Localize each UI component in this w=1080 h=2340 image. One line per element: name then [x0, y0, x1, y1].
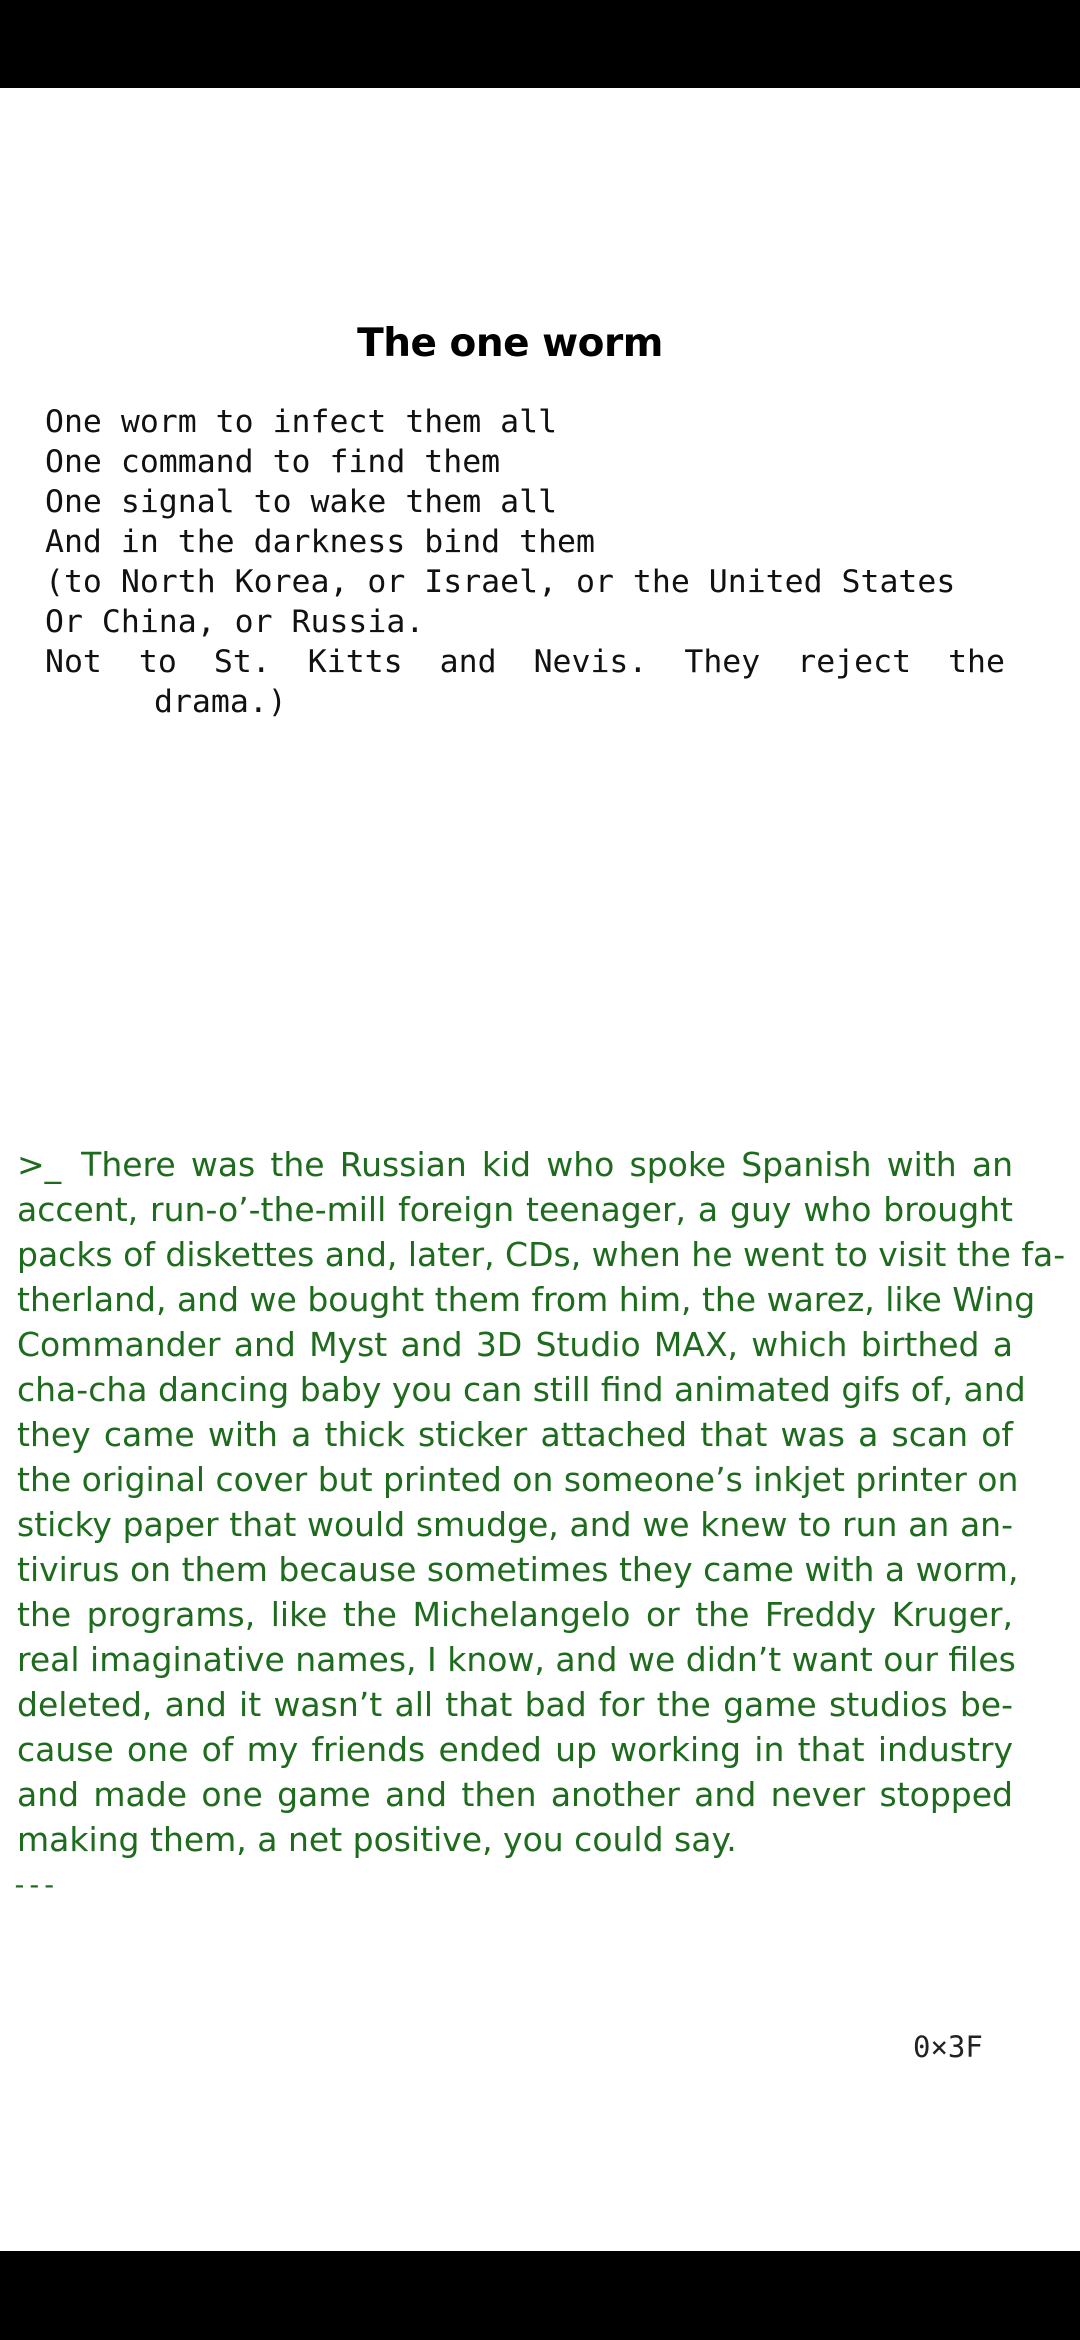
poem-line: One command to find them	[45, 444, 501, 480]
prose-line: therland, and we bought them from him, the warez, like Wing	[17, 1280, 1036, 1319]
page-code: 0×3F	[913, 2030, 983, 2064]
prose-line: tivirus on them because sometimes they came with a worm,	[17, 1550, 1019, 1589]
section-separator: ---	[11, 1868, 56, 1901]
prose-line: the programs, like the Michelangelo or the Freddy Kruger,	[17, 1595, 1013, 1634]
prose-line: packs of diskettes and, later, CDs, when he went to visit the fa-	[17, 1235, 1066, 1274]
prose-line: accent, run-o’-the-mill foreign teenager, a guy who brought	[17, 1190, 1013, 1229]
terminal-prompt-icon: >_	[17, 1145, 62, 1184]
poem-word: Nevis.	[533, 644, 648, 680]
poem-word: They	[684, 644, 761, 680]
prose-paragraph	[17, 1142, 1066, 1862]
poem-word: Not	[45, 644, 102, 680]
prose-line: sticky paper that would smudge, and we knew to run an an-	[17, 1505, 1013, 1544]
prose-line: Commander and Myst and 3D Studio MAX, which birthed a	[17, 1325, 1013, 1364]
prose-line: the original cover but printed on someone’s inkjet printer on	[17, 1460, 1019, 1499]
poem-line: drama.)	[154, 684, 287, 720]
status-bar	[0, 0, 1080, 88]
poem-word: to	[138, 644, 177, 680]
poem-word: and	[439, 644, 497, 680]
prose-line: cause one of my friends ended up working in that industry	[17, 1730, 1013, 1769]
prose-line: cha-cha dancing baby you can still find animated gifs of, and	[17, 1370, 1026, 1409]
page-title: The one worm	[357, 321, 663, 366]
poem-line: One worm to infect them all	[45, 404, 558, 440]
poem-line: One signal to wake them all	[45, 484, 558, 520]
poem-word: reject	[797, 644, 912, 680]
poem-line	[45, 642, 1005, 682]
poem-line: Or China, or Russia.	[45, 604, 425, 640]
prose-line: they came with a thick sticker attached that was a scan of	[17, 1415, 1013, 1454]
poem-word: St.	[213, 644, 271, 680]
prose-line: deleted, and it wasn’t all that bad for the game studios be-	[17, 1685, 1013, 1724]
poem-line: And in the darkness bind them	[45, 524, 595, 560]
prose-line: real imaginative names, I know, and we didn’t want our files	[17, 1640, 1016, 1679]
prose-line: making them, a net positive, you could say.	[17, 1820, 737, 1859]
poem-block	[45, 402, 1005, 722]
poem-line: (to North Korea, or Israel, or the United States	[45, 564, 956, 600]
poem-word: Kitts	[307, 644, 403, 680]
prose-line: and made one game and then another and never stopped	[17, 1775, 1013, 1814]
prose-line: >_ There was the Russian kid who spoke Spanish with an	[17, 1145, 1013, 1184]
navigation-bar	[0, 2251, 1080, 2340]
poem-word: the	[948, 644, 1005, 680]
